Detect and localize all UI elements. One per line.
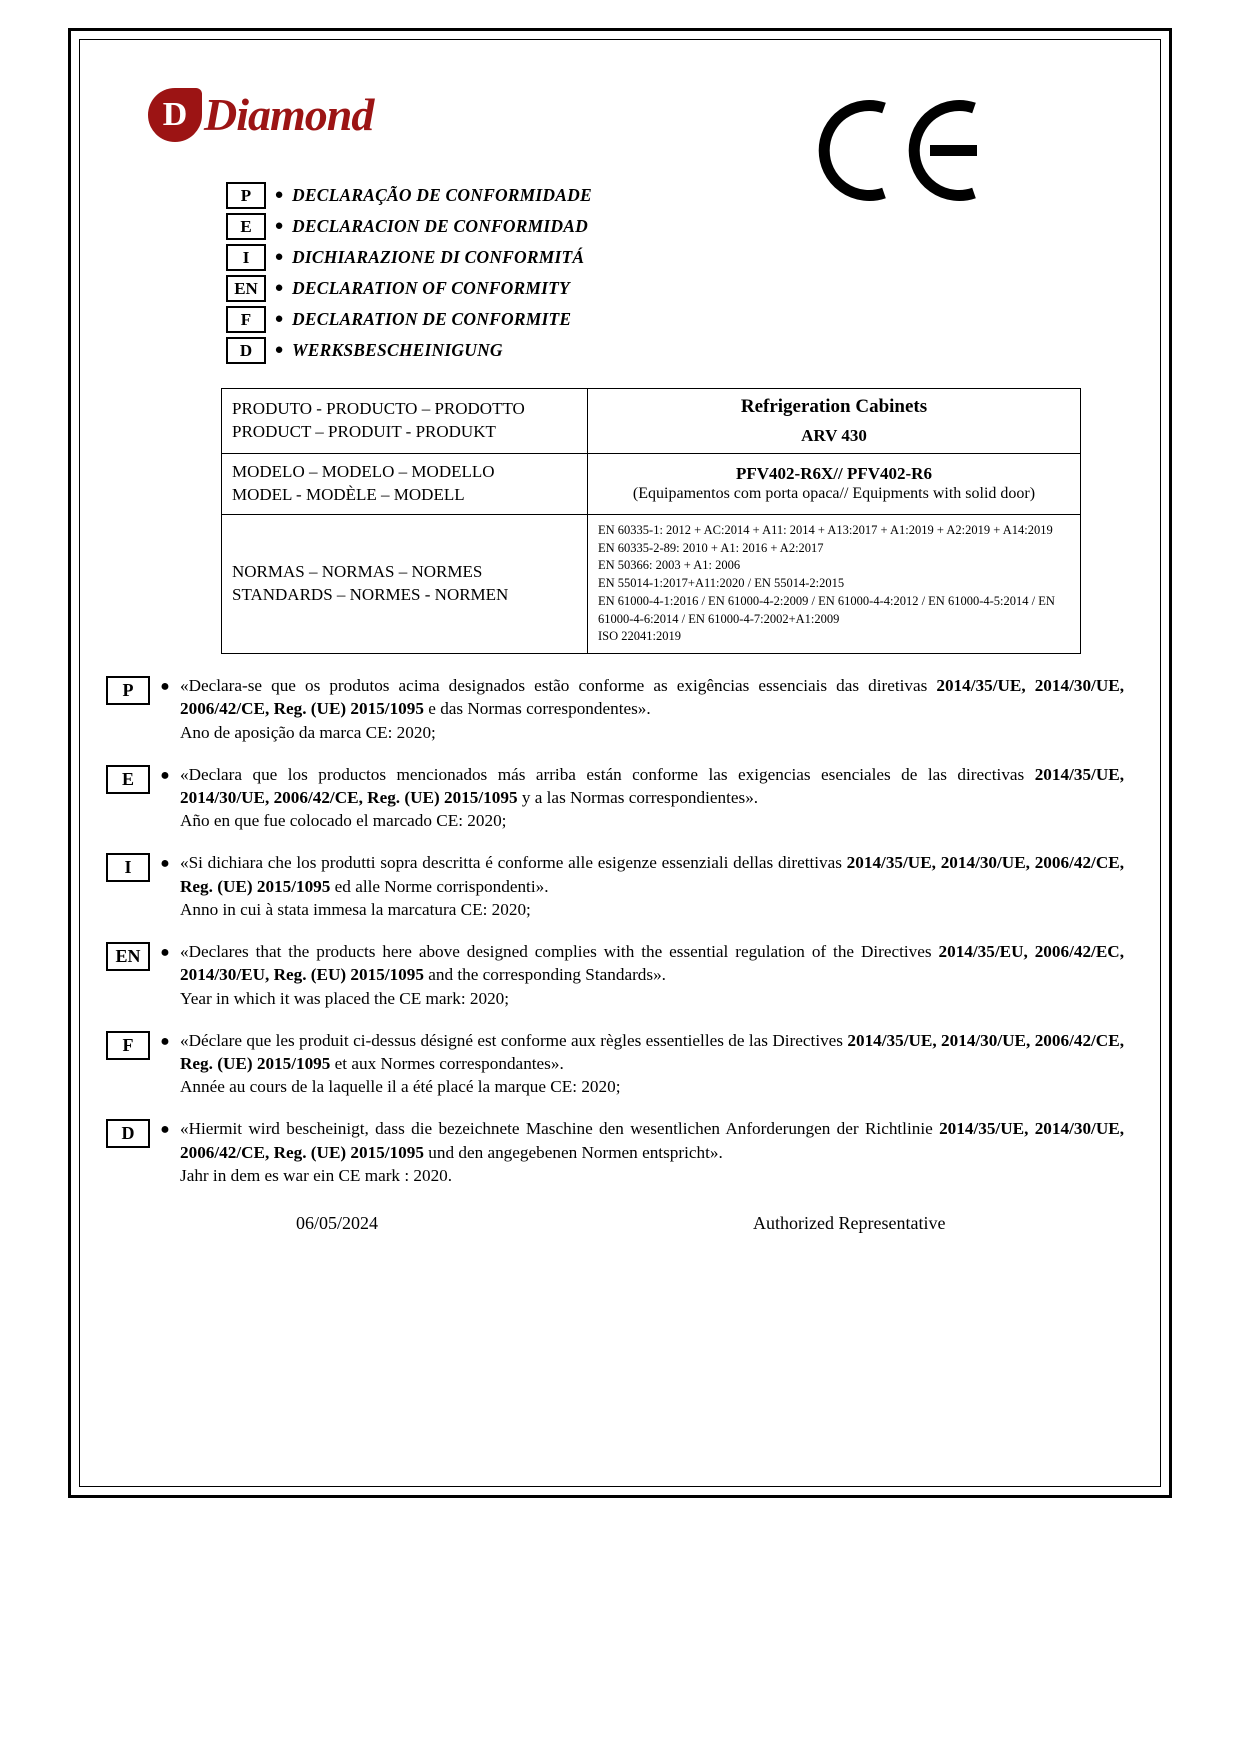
declaration-part1: «Declara-se que os produtos acima designados estão conforme as exigências essenciais das diretivas bbox=[180, 676, 937, 696]
language-row bbox=[226, 273, 1134, 304]
model-label-cell bbox=[222, 454, 588, 515]
bullet-icon: ● bbox=[160, 678, 170, 696]
bullet-icon: ● bbox=[274, 311, 284, 327]
declaration-part2: ed alle Norme corrispondenti». bbox=[330, 876, 549, 896]
declaration-item-p bbox=[106, 674, 1134, 744]
declaration-text bbox=[180, 940, 1134, 1010]
standard-line: ISO 22041:2019 bbox=[598, 629, 681, 644]
declaration-year: Año en que fue colocado el marcado CE: 2020; bbox=[180, 811, 507, 831]
product-label-cell bbox=[222, 389, 588, 454]
declaration-part2: y a las Normas correspondientes». bbox=[517, 788, 759, 807]
language-title: WERKSBESCHEINIGUNG bbox=[292, 340, 503, 360]
language-code-badge: EN bbox=[226, 275, 266, 302]
language-code-badge: P bbox=[226, 182, 266, 209]
language-title: DICHIARAZIONE DI CONFORMITÁ bbox=[292, 247, 585, 267]
standards-label-line2: STANDARDS – NORMES - NORMEN bbox=[232, 585, 509, 604]
model-label-line2: MODEL - MODÈLE – MODELL bbox=[232, 484, 465, 504]
declaration-directives: 2014/35/EU, 2006/42/EC, 2014/30/EU, Reg. (EU) 2015/1095 bbox=[180, 942, 1125, 985]
declaration-text bbox=[180, 763, 1134, 833]
bullet-icon: ● bbox=[274, 218, 284, 234]
declaration-part1: «Déclare que les produit ci-dessus désigné est conforme aux règles essentielles de las Directives bbox=[180, 1030, 848, 1050]
language-code-badge: E bbox=[106, 765, 150, 794]
language-title: DECLARAÇÃO DE CONFORMIDADE bbox=[292, 185, 592, 205]
language-code-badge: P bbox=[106, 676, 150, 705]
standard-line: EN 60335-1: 2012 + AC:2014 + A11: 2014 + A13:2017 + A1:2019 + A2:2019 + A14:2019 bbox=[598, 522, 1053, 537]
declaration-part1: «Si dichiara che los produtti sopra descritta é conforme alle esigenze essenziali dellas direttivas bbox=[180, 853, 847, 873]
language-code-badge: E bbox=[226, 213, 266, 240]
document-page bbox=[68, 28, 1172, 1498]
language-row bbox=[226, 242, 1134, 273]
standards-value-cell bbox=[588, 514, 1081, 653]
language-row bbox=[226, 180, 1134, 211]
language-code-badge: D bbox=[226, 337, 266, 364]
bullet-icon: ● bbox=[274, 187, 284, 203]
bullet-icon: ● bbox=[160, 1121, 170, 1139]
product-value-cell bbox=[588, 389, 1081, 454]
declaration-part2: et aux Normes correspondantes». bbox=[330, 1053, 564, 1073]
declaration-text bbox=[180, 851, 1134, 921]
declaration-part2: e das Normas correspondentes». bbox=[423, 699, 651, 719]
declaration-item-f bbox=[106, 1029, 1134, 1099]
declaration-part2: und den angegebenen Normen entspricht». bbox=[423, 1142, 723, 1162]
document-header bbox=[106, 62, 1134, 166]
declaration-list bbox=[106, 674, 1134, 1187]
declaration-directives: 2014/35/UE, 2014/30/UE, 2006/42/CE, Reg. (UE) 2015/1095 bbox=[180, 1119, 1124, 1162]
table-row-standards bbox=[222, 514, 1081, 653]
language-title-list bbox=[226, 180, 1134, 366]
language-code-badge: I bbox=[106, 853, 150, 882]
brand-logo bbox=[148, 88, 373, 142]
document-inner-border bbox=[79, 39, 1161, 1487]
model-value-cell bbox=[588, 454, 1081, 515]
standard-line: EN 60335-2-89: 2010 + A1: 2016 + A2:2017 bbox=[598, 540, 824, 555]
bullet-icon: ● bbox=[274, 280, 284, 296]
declaration-text bbox=[180, 674, 1134, 744]
declaration-item-d bbox=[106, 1117, 1134, 1187]
declaration-part2: and the corresponding Standards». bbox=[423, 965, 666, 985]
language-title: DECLARATION OF CONFORMITY bbox=[292, 278, 570, 298]
declaration-year: Ano de aposição da marca CE: 2020; bbox=[180, 722, 436, 742]
declaration-item-i bbox=[106, 851, 1134, 921]
model-label-line1: MODELO – MODELO – MODELLO bbox=[232, 462, 495, 481]
authorized-representative-label: Authorized Representative bbox=[753, 1213, 946, 1234]
declaration-directives: 2014/35/UE, 2014/30/UE, 2006/42/CE, Reg. (UE) 2015/1095 bbox=[180, 676, 1124, 719]
declaration-part1: «Hiermit wird bescheinigt, dass die bezeichnete Maschine den wesentlichen Anforderungen der Richtlinie bbox=[180, 1119, 940, 1139]
declaration-part1: «Declares that the products here above designed complies with the essential regulation of the Directives bbox=[180, 942, 939, 962]
standards-label-cell bbox=[222, 514, 588, 653]
model-code: PFV402-R6X// PFV402-R6 bbox=[736, 463, 932, 483]
table-row-product bbox=[222, 389, 1081, 454]
bullet-icon: ● bbox=[274, 249, 284, 265]
ce-mark-icon bbox=[814, 98, 984, 208]
language-code-badge: F bbox=[106, 1031, 150, 1060]
declaration-directives: 2014/35/UE, 2014/30/UE, 2006/42/CE, Reg. (UE) 2015/1095 bbox=[180, 853, 1125, 896]
language-code-badge: I bbox=[226, 244, 266, 271]
bullet-icon: ● bbox=[160, 766, 170, 784]
bullet-icon: ● bbox=[160, 855, 170, 873]
declaration-directives: 2014/35/UE, 2014/30/UE, 2006/42/CE, Reg. (UE) 2015/1095 bbox=[180, 764, 1124, 807]
declaration-text bbox=[180, 1029, 1134, 1099]
product-code: ARV 430 bbox=[801, 426, 867, 445]
standards-label-line1: NORMAS – NORMAS – NORMES bbox=[232, 562, 483, 582]
bullet-icon: ● bbox=[274, 342, 284, 358]
product-label-line2: PRODUCT – PRODUIT - PRODUKT bbox=[232, 422, 496, 441]
brand-name: Diamond bbox=[204, 89, 374, 140]
standard-line: EN 55014-1:2017+A11:2020 / EN 55014-2:2015 bbox=[598, 576, 845, 591]
declaration-year: Anno in cui à stata immesa la marcatura CE: 2020; bbox=[180, 899, 531, 919]
declaration-year: Year in which it was placed the CE mark: 2020; bbox=[180, 988, 510, 1008]
language-title: DECLARACION DE CONFORMIDAD bbox=[292, 216, 588, 236]
document-footer bbox=[106, 1213, 1134, 1234]
language-title: DECLARATION DE CONFORMITE bbox=[292, 309, 572, 329]
diamond-logo-icon bbox=[148, 88, 202, 142]
standard-line: EN 50366: 2003 + A1: 2006 bbox=[598, 558, 741, 573]
declaration-item-e bbox=[106, 763, 1134, 833]
signature-date: 06/05/2024 bbox=[296, 1213, 379, 1234]
declaration-year: Année au cours de la laquelle il a été placé la marque CE: 2020; bbox=[180, 1077, 621, 1097]
product-name: Refrigeration Cabinets bbox=[740, 396, 928, 417]
declaration-part1: «Declara que los productos mencionados más arriba están conforme las exigencias esenciales de las directivas bbox=[180, 764, 1035, 784]
product-label-line1: PRODUTO - PRODUCTO – PRODOTTO bbox=[232, 399, 525, 419]
declaration-text bbox=[180, 1117, 1134, 1187]
language-row bbox=[226, 335, 1134, 366]
bullet-icon: ● bbox=[160, 944, 170, 962]
language-row bbox=[226, 304, 1134, 335]
language-code-badge: D bbox=[106, 1119, 150, 1148]
declaration-directives: 2014/35/UE, 2014/30/UE, 2006/42/CE, Reg. (UE) 2015/1095 bbox=[180, 1030, 1124, 1073]
language-code-badge: F bbox=[226, 306, 266, 333]
bullet-icon: ● bbox=[160, 1032, 170, 1050]
declaration-item-en bbox=[106, 940, 1134, 1010]
declaration-year: Jahr in dem es war ein CE mark : 2020. bbox=[180, 1165, 453, 1185]
model-note: (Equipamentos com porta opaca// Equipments with solid door) bbox=[632, 484, 1036, 502]
standard-line: EN 61000-4-1:2016 / EN 61000-4-2:2009 / EN 61000-4-4:2012 / EN 61000-4-5:2014 / EN 61000-4-6:2014 / EN 61000-4-7:2002+A1:2009 bbox=[598, 593, 1055, 626]
product-spec-table bbox=[221, 388, 1081, 654]
table-row-model bbox=[222, 454, 1081, 515]
language-code-badge: EN bbox=[106, 942, 150, 971]
language-row bbox=[226, 211, 1134, 242]
